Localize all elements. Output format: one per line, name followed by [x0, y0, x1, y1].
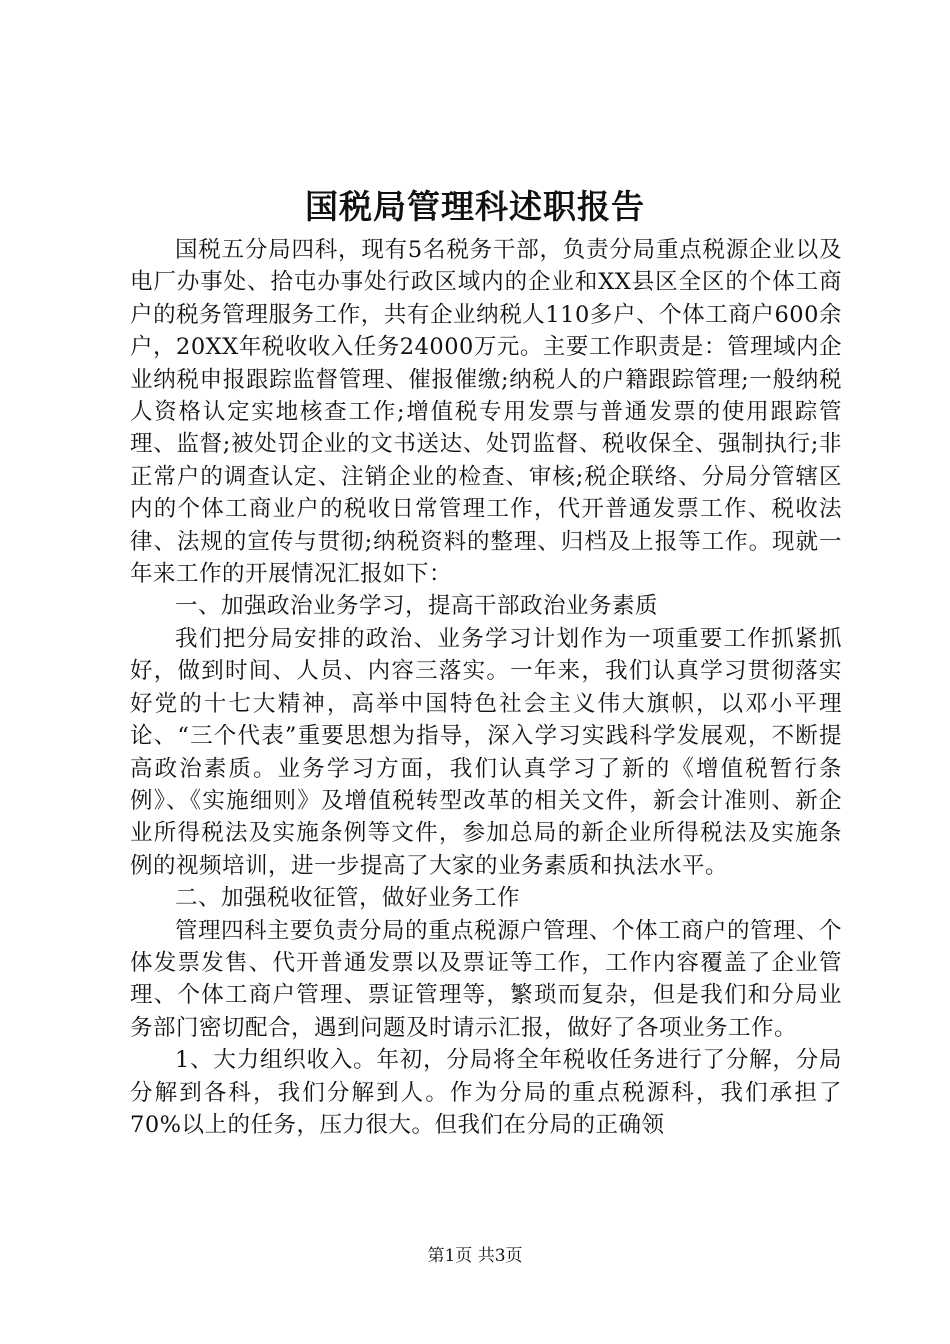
section-heading-1: 一、加强政治业务学习，提高干部政治业务素质: [175, 593, 659, 620]
paragraph-tax-management: 管理四科主要负责分局的重点税源户管理、个体工商户的管理、个体发票发售、代开普通发票以及票证等工作，工作内容覆盖了企业管理、个体工商户管理、票证管理等，繁琐而复杂，但是我们和分局业务部门密切配合，遇到问题及时请示汇报，做好了各项业务工作。: [130, 917, 843, 1041]
page-footer: 第1页 共3页: [427, 1246, 523, 1266]
document-body: [130, 234, 842, 1141]
paragraph-intro: 国税五分局四科，现有5名税务干部，负责分局重点税源企业以及电厂办事处、拾屯办事处行政区域内的企业和XX县区全区的个体工商户的税务管理服务工作，共有企业纳税人110多户、个体工商户600余户，20XX年税收收入任务24000万元。主要工作职责是：管理域内企业纳税申报跟踪监督管理、催报催缴;纳税人的户籍跟踪管理;一般纳税人资格认定实地核查工作;增值税专用发票与普通发票的使用跟踪管理、监督;被处罚企业的文书送达、处罚监督、税收保全、强制执行;非正常户的调查认定、注销企业的检查、审核;税企联络、分局分管辖区内的个体工商业户的税收日常管理工作，代开普通发票工作、税收法律、法规的宣传与贯彻;纳税资料的整理、归档及上报等工作。现就一年来工作的开展情况汇报如下：: [130, 237, 842, 588]
paragraph-revenue: 1、大力组织收入。年初，分局将全年税收任务进行了分解，分局分解到各科，我们分解到人。作为分局的重点税源科，我们承担了70%以上的任务，压力很大。但我们在分局的正确领: [130, 1047, 842, 1138]
section-heading-2: 二、加强税收征管，做好业务工作: [175, 885, 521, 912]
paragraph-study: 我们把分局安排的政治、业务学习计划作为一项重要工作抓紧抓好，做到时间、人员、内容三落实。一年来，我们认真学习贯彻落实好党的十七大精神，高举中国特色社会主义伟大旗帜，以邓小平理论、“三个代表”重要思想为指导，深入学习实践科学发展观，不断提高政治素质。业务学习方面，我们认真学习了新的《增值税暂行条例》、《实施细则》及增值税转型改革的相关文件，新会计准则、新企业所得税法及实施条例等文件，参加总局的新企业所得税法及实施条例的视频培训，进一步提高了大家的业务素质和执法水平。: [130, 625, 842, 879]
document-title: 国税局管理科述职报告: [305, 187, 645, 226]
